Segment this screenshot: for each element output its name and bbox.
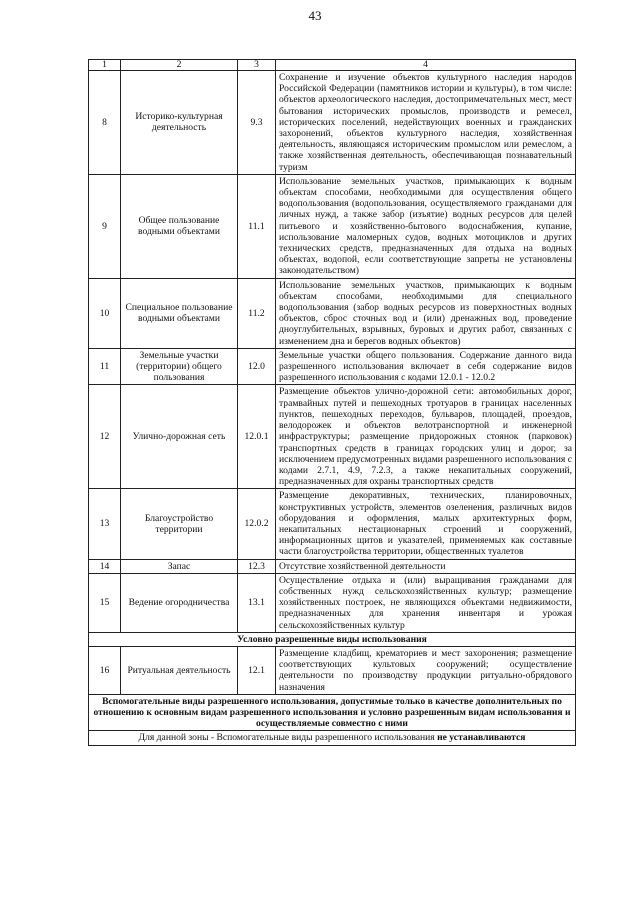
header-cell: 2 [121,60,238,71]
use-name: Земельные участки (территории) общего пользования [121,348,238,385]
row-number: 15 [89,573,121,632]
header-cell: 4 [276,60,576,71]
header-cell: 3 [238,60,276,71]
table-row [89,646,576,694]
use-code: 12.0.1 [238,385,276,489]
use-description: Размещение кладбищ, крематориев и мест захоронения; размещение соответствующих культовых сооружений; осуществление деятельности по производству продукции ритуально-обрядового назначения [276,646,576,694]
table-row [89,573,576,632]
use-description: Использование земельных участков, примыкающих к водным объектам способами, необходимыми для осуществления общего водопользования (водопользования, осуществляемого гражданами для личных нужд, а также забор (изъятие) водных ресурсов для целей питьевого и хозяйственно-бытового водоснабжения, купание, использование маломерных судов, водных мотоциклов и других технических средств, предназначенных для отдыха на водных объектах, водопой, если соответствующие запреты не установлены законодательством) [276,174,576,278]
use-description: Осуществление отдыха и (или) выращивания гражданами для собственных нужд сельскохозяйственных культур; размещение хозяйственных построек, не являющихся объектами недвижимости, предназначенных для хранения инвентаря и урожая сельскохозяйственных культур [276,573,576,632]
use-code: 12.1 [238,646,276,694]
row-number: 13 [89,489,121,559]
auxiliary-note-emphasis: не устанавливаются [437,732,526,744]
table-row [89,174,576,278]
use-description: Земельные участки общего пользования. Содержание данного вида разрешенного использования включает в себя содержание видов разрешенного использования с кодами 12.0.1 - 12.0.2 [276,348,576,385]
row-number: 12 [89,385,121,489]
row-number: 11 [89,348,121,385]
table-row [89,559,576,573]
land-use-table [88,59,576,746]
use-description: Размещение декоративных, технических, планировочных, конструктивных устройств, элементов озеленения, различных видов оборудования и оформления, малых архитектурных форм, некапитальных нестационарных строений и сооружений, информационных щитов и указателей, применяемых как составные части благоустройства территории, общественных туалетов [276,489,576,559]
auxiliary-note [89,731,576,745]
auxiliary-section-title: Вспомогательные виды разрешенного использования, допустимые только в качестве дополнительных по отношению к основным видам разрешенного использования и условно разрешенным видам использования и осуществляемые совместно с ними [89,694,576,731]
use-code: 11.1 [238,174,276,278]
use-name: Ведение огородничества [121,573,238,632]
row-number: 14 [89,559,121,573]
use-name: Запас [121,559,238,573]
use-description: Размещение объектов улично-дорожной сети: автомобильных дорог, трамвайных путей и пешеходных тротуаров в границах населенных пунктов, пешеходных переходов, бульваров, площадей, проездов, велодорожек и объектов велотранспортной и инженерной инфраструктуры; размещение придорожных стоянок (парковок) транспортных средств в границах городских улиц и дорог, за исключением предусмотренных видами разрешенного использования с кодами 2.7.1, 4.9, 7.2.3, а также некапитальных сооружений, предназначенных для охраны транспортных средств [276,385,576,489]
row-number: 10 [89,278,121,348]
conditional-section-title: Условно разрешенные виды использования [89,632,576,646]
use-code: 12.0.2 [238,489,276,559]
use-name: Общее пользование водными объектами [121,174,238,278]
row-number: 9 [89,174,121,278]
use-name: Благоустройство территории [121,489,238,559]
header-cell: 1 [89,60,121,71]
use-code: 13.1 [238,573,276,632]
use-description: Сохранение и изучение объектов культурного наследия народов Российской Федерации (памятников истории и культуры), в том числе: объектов археологического наследия, достопримечательных мест, мест бытования исторических промыслов, производств и ремесел, исторических поселений, недействующих военных и гражданских захоронений, объектов культурного наследия, хозяйственная деятельность, являющаяся историческим промыслом или ремеслом, а также хозяйственная деятельность, обеспечивающая познавательный туризм [276,71,576,175]
use-code: 12.3 [238,559,276,573]
section-row [89,694,576,731]
use-code: 11.2 [238,278,276,348]
note-row [89,731,576,745]
page-number: 43 [308,8,322,23]
table-row [89,278,576,348]
use-name: Улично-дорожная сеть [121,385,238,489]
use-description: Отсутствие хозяйственной деятельности [276,559,576,573]
use-description: Использование земельных участков, примыкающих к водным объектам способами, необходимыми для специального водопользования (забор водных ресурсов из поверхностных водных объектов, сброс сточных вод и (или) дренажных вод, проведение дноуглубительных, взрывных, буровых и других работ, связанных с изменением дна и берегов водных объектов) [276,278,576,348]
use-name: Историко-культурная деятельность [121,71,238,175]
use-code: 12.0 [238,348,276,385]
section-row [89,632,576,646]
row-number: 8 [89,71,121,175]
table-row [89,489,576,559]
table-row [89,71,576,175]
use-name: Специальное пользование водными объектами [121,278,238,348]
table-row [89,385,576,489]
row-number: 16 [89,646,121,694]
table-row [89,348,576,385]
use-name: Ритуальная деятельность [121,646,238,694]
auxiliary-note-text: Для данной зоны - Вспомогательные виды разрешенного использования [138,732,435,744]
use-code: 9.3 [238,71,276,175]
header-row [89,60,576,71]
